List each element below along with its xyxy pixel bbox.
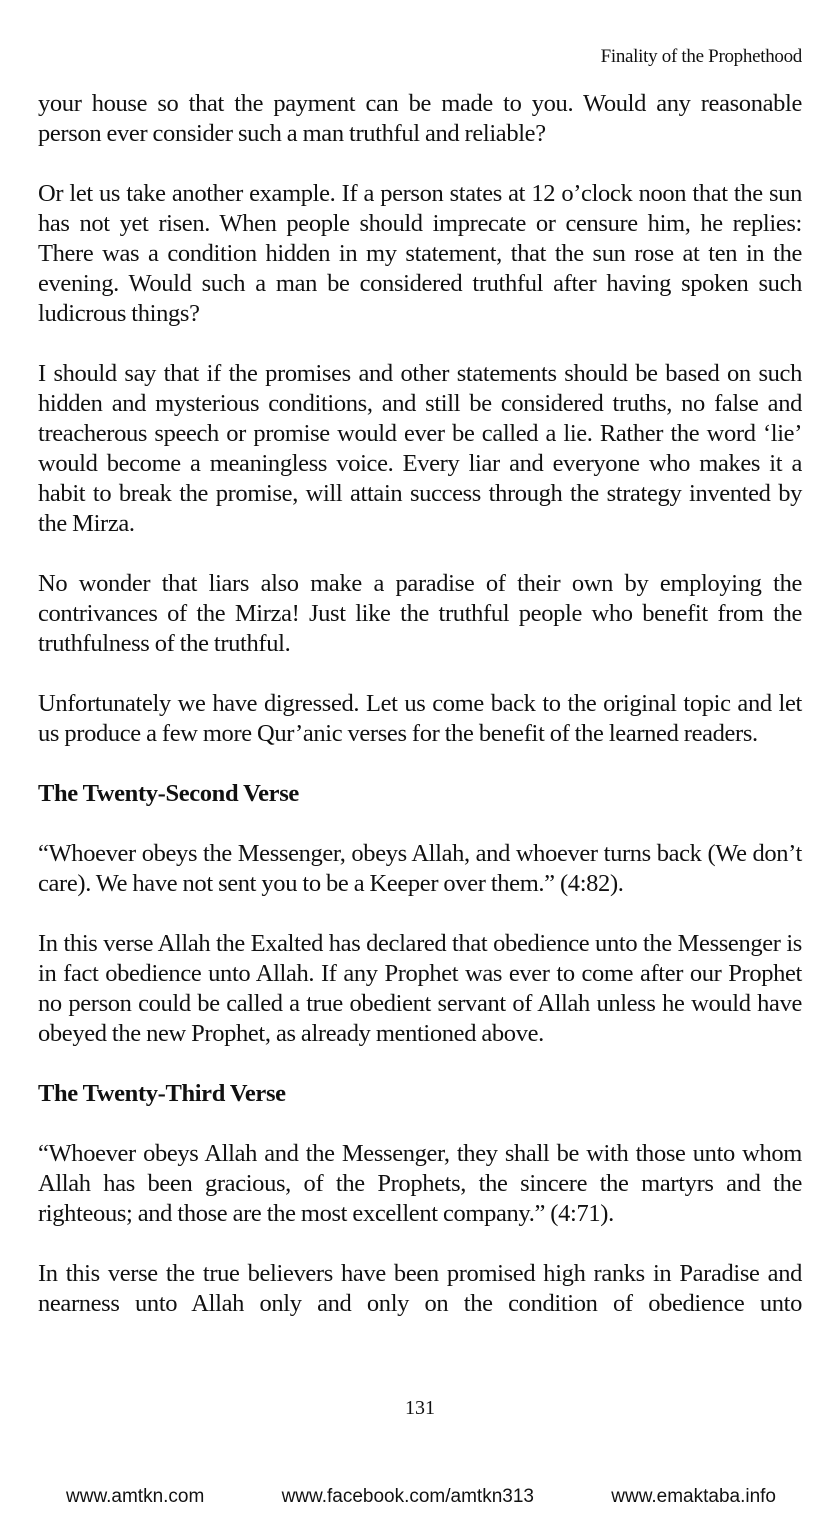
verse-quote: “Whoever obeys Allah and the Messenger, they shall be with those unto whom Allah has been gracious, of the Prophets, the sincere the martyrs and the righteous; and those are the most excellent company.” (4:71). bbox=[38, 1140, 802, 1227]
paragraph: Unfortunately we have digressed. Let us come back to the original topic and let us produce a few more Qur’anic verses for the benefit of the learned readers. bbox=[38, 690, 802, 747]
section-heading: The Twenty-Third Verse bbox=[38, 1080, 286, 1107]
paragraph: your house so that the payment can be made to you. Would any reasonable person ever consider such a man truthful and reliable? bbox=[38, 90, 802, 147]
verse-quote: “Whoever obeys the Messenger, obeys Allah, and whoever turns back (We don’t care). We have not sent you to be a Keeper over them.” (4:82). bbox=[38, 840, 802, 897]
verse-commentary: In this verse the true believers have been promised high ranks in Paradise and nearness unto Allah only and only on the condition of obedience unto bbox=[38, 1260, 802, 1317]
footer-link[interactable]: www.amtkn.com bbox=[66, 1486, 205, 1507]
paragraph: No wonder that liars also make a paradise of their own by employing the contrivances of the Mirza! Just like the truthful people who benefit from the truthfulness of the truthful. bbox=[38, 570, 802, 657]
running-header: Finality of the Prophethood bbox=[600, 46, 802, 67]
footer-link[interactable]: www.emaktaba.info bbox=[611, 1486, 776, 1507]
paragraph: Or let us take another example. If a person states at 12 o’clock noon that the sun has not yet risen. When people should imprecate or censure him, he replies: There was a condition hidden in my statement, that the sun rose at ten in the evening. Would such a man be considered truthful after having spoken such ludicrous things? bbox=[38, 180, 802, 327]
page-body bbox=[38, 89, 802, 1349]
footer-links bbox=[66, 1486, 776, 1508]
page-number: 131 bbox=[405, 1397, 435, 1419]
paragraph: I should say that if the promises and other statements should be based on such hidden and mysterious conditions, and still be considered truths, no false and treacherous speech or promise would ever be called a lie. Rather the word ‘lie’ would become a meaningless voice. Every liar and everyone who makes it a habit to break the promise, will attain success through the strategy invented by the Mirza. bbox=[38, 360, 802, 537]
section-heading: The Twenty-Second Verse bbox=[38, 780, 299, 807]
verse-commentary: In this verse Allah the Exalted has declared that obedience unto the Messenger is in fact obedience unto Allah. If any Prophet was ever to come after our Prophet no person could be called a true obedient servant of Allah unless he would have obeyed the new Prophet, as already mentioned above. bbox=[38, 930, 802, 1047]
footer-link[interactable]: www.facebook.com/amtkn313 bbox=[281, 1486, 534, 1507]
